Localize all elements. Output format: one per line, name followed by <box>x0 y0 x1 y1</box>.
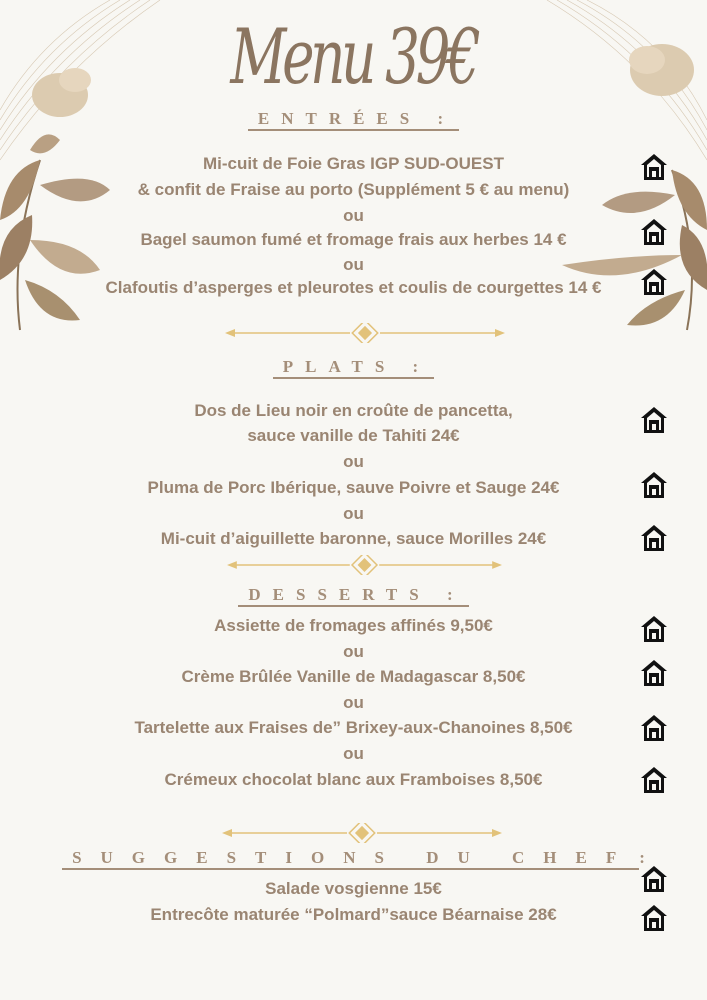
divider-ornament <box>225 323 505 343</box>
menu-item-line: Bagel saumon fumé et fromage frais aux herbes 14 € <box>140 230 567 249</box>
house-icon <box>639 658 669 688</box>
section-heading-entrees: ENTRÉES : <box>0 109 707 131</box>
house-icon <box>639 614 669 644</box>
house-icon <box>639 152 669 182</box>
house-icon <box>639 267 669 297</box>
house-icon <box>639 713 669 743</box>
house-icon <box>639 523 669 553</box>
section-heading-suggestions: SUGGESTIONS DU CHEF : <box>0 848 707 870</box>
house-icon <box>639 903 669 933</box>
menu-item-line: sauce vanille de Tahiti 24€ <box>247 426 460 445</box>
menu-item-line: Dos de Lieu noir en croûte de pancetta, <box>194 401 513 420</box>
separator-ou: ou <box>343 744 364 763</box>
house-icon <box>639 765 669 795</box>
heading-colon: : <box>639 848 645 867</box>
separator-ou: ou <box>343 206 364 225</box>
menu-item-line: & confit de Fraise au porto (Supplément 5 € au menu) <box>137 180 570 199</box>
menu-item-line: Mi-cuit de Foie Gras IGP SUD-OUEST <box>202 154 504 173</box>
menu-item-line: Pluma de Porc Ibérique, sauve Poivre et Sauge 24€ <box>147 478 560 497</box>
separator-ou: ou <box>343 642 364 661</box>
section-heading-desserts: DESSERTS : <box>0 585 707 607</box>
divider-ornament <box>202 823 522 843</box>
menu-item-line: Crème Brûlée Vanille de Madagascar 8,50€ <box>181 667 526 686</box>
separator-ou: ou <box>343 255 364 274</box>
menu-item-line: Clafoutis d’asperges et pleurotes et coulis de courgettes 14 € <box>105 278 602 297</box>
divider-ornament <box>227 555 502 575</box>
separator-ou: ou <box>343 693 364 712</box>
separator-ou: ou <box>343 504 364 523</box>
menu-item-line: Assiette de fromages affinés 9,50€ <box>214 616 493 635</box>
house-icon <box>639 470 669 500</box>
menu-item-line: Tartelette aux Fraises de” Brixey-aux-Chanoines 8,50€ <box>134 718 573 737</box>
house-icon <box>639 864 669 894</box>
menu-item-line: Mi-cuit d’aiguillette baronne, sauce Morilles 24€ <box>160 529 547 548</box>
menu-item-line: Salade vosgienne 15€ <box>265 879 442 898</box>
menu-item-line: Entrecôte maturée “Polmard”sauce Béarnaise 28€ <box>150 905 557 924</box>
section-heading-plats: PLATS : <box>0 357 707 379</box>
menu-item-line: Crémeux chocolat blanc aux Framboises 8,50€ <box>164 770 543 789</box>
house-icon <box>639 405 669 435</box>
menu-title: Menu 39€ <box>230 12 477 101</box>
house-icon <box>639 217 669 247</box>
separator-ou: ou <box>343 452 364 471</box>
